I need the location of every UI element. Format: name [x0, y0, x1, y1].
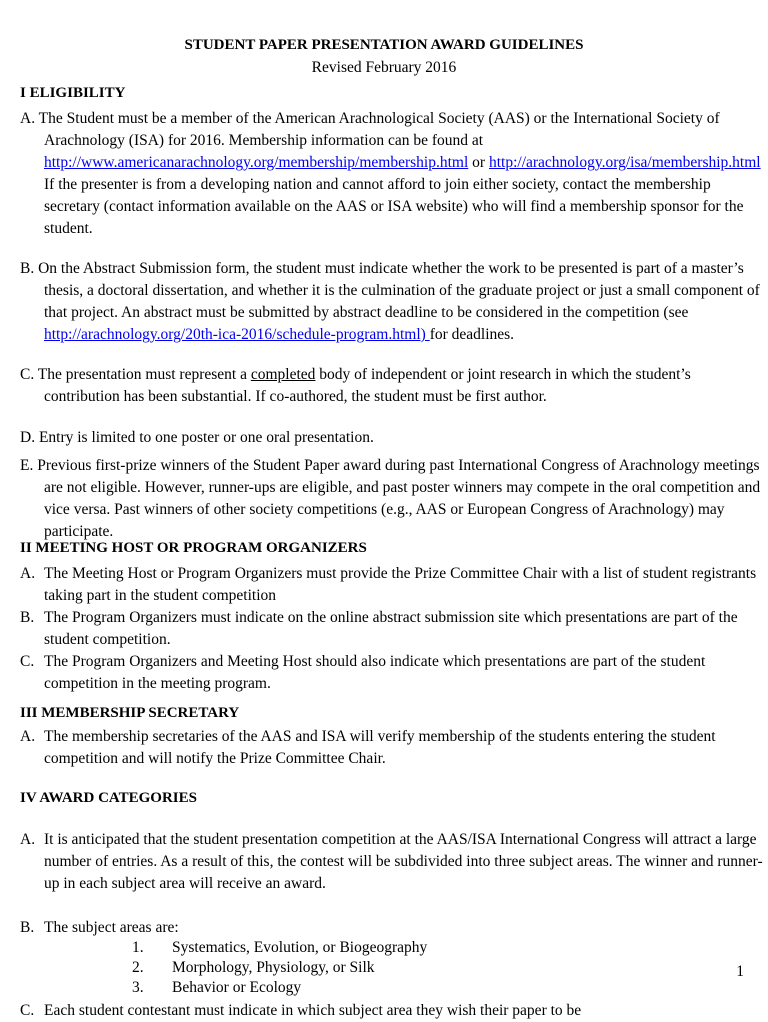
awards-item-b: [0, 917, 768, 939]
isa-membership-link[interactable]: http://arachnology.org/isa/membership.html: [488, 154, 761, 171]
section-heading-host: II MEETING HOST OR PROGRAM ORGANIZERS: [20, 540, 367, 556]
eligibility-item-c: C. The presentation must represent a completed body of independent or joint research in which the student’s contribution has been substantial. If co-authored, the student must be first author.: [20, 366, 691, 405]
membership-item-a-text: The membership secretaries of the AAS and ISA will verify membership of the students entering the student competition and will notify the Prize Committee Chair.: [44, 728, 716, 767]
awards-item-c-label: C.: [20, 1002, 35, 1019]
revision-date: Revised February 2016: [311, 59, 457, 76]
page-number: 1: [736, 963, 744, 980]
subject-area-number: 3.: [132, 979, 144, 996]
awards-item-a-label: A.: [20, 831, 36, 848]
subject-area-text: Behavior or Ecology: [172, 979, 302, 996]
host-item-a-text: The Meeting Host or Program Organizers must provide the Prize Committee Chair with a list of student registrants taking part in the student competition: [44, 565, 757, 604]
membership-item-a-label: A.: [20, 728, 36, 745]
subject-area-text: Morphology, Physiology, or Silk: [172, 959, 375, 976]
eligibility-item-a: A. The Student must be a member of the American Arachnological Society (AAS) or the International Society of Arachnology (ISA) for 2016. Membership information can be found at http://www.americanarachnology.org/membership/membership.html or http://arachnology.org/isa/membership.html If the presenter is from a developing nation and cannot afford to join either society, contact the membership secretary (contact information available on the AAS or ISA website) who will find a membership sponsor for the student.: [20, 110, 761, 237]
host-item-c-text: The Program Organizers and Meeting Host should also indicate which presentations are part of the student competition in the meeting program.: [44, 653, 706, 692]
host-item-b: [0, 607, 768, 651]
subject-area-number: 2.: [132, 959, 144, 976]
subject-area-text: Systematics, Evolution, or Biogeography: [172, 939, 428, 956]
section-heading-awards: IV AWARD CATEGORIES: [20, 790, 197, 806]
section-heading-eligibility: I ELIGIBILITY: [20, 85, 126, 101]
membership-item-a: [0, 726, 768, 770]
schedule-program-link[interactable]: http://arachnology.org/20th-ica-2016/schedule-program.html): [44, 326, 430, 343]
awards-item-c-text: Each student contestant must indicate in which subject area they wish their paper to be: [44, 1002, 582, 1019]
awards-item-b-label: B.: [20, 919, 35, 936]
eligibility-item-b: B. On the Abstract Submission form, the student must indicate whether the work to be presented is part of a master’s thesis, a doctoral dissertation, and whether it is the culmination of the graduate project or just a small component of that project. An abstract must be submitted by abstract deadline to be considered in the competition (see http://arachnology.org/20th-ica-2016/schedule-program.html) for deadlines.: [20, 260, 760, 343]
awards-item-b-text: The subject areas are:: [44, 919, 179, 936]
awards-item-c: [0, 1000, 768, 1022]
awards-item-a-text: It is anticipated that the student presentation competition at the AAS/ISA International Congress will attract a large number of entries. As a result of this, the contest will be subdivided into three subject areas. The winner and runner-up in each subject area will receive an award.: [44, 831, 763, 892]
host-item-a: [0, 563, 768, 607]
subject-area-number: 1.: [132, 939, 144, 956]
host-item-a-label: A.: [20, 565, 36, 582]
completed-emphasis: completed: [250, 366, 316, 383]
eligibility-item-e: E. Previous first-prize winners of the Student Paper award during past International Congress of Arachnology meetings are not eligible. However, runner-ups are eligible, and past poster winners may compete in the oral competition and vice versa. Past winners of other society competitions (e.g., AAS or European Congress of Arachnology) may participate.: [20, 457, 761, 540]
host-item-c: [0, 651, 768, 695]
eligibility-item-d: D. Entry is limited to one poster or one oral presentation.: [20, 429, 374, 446]
aas-membership-link[interactable]: http://www.americanarachnology.org/membership/membership.html: [44, 154, 469, 171]
document-title: STUDENT PAPER PRESENTATION AWARD GUIDELINES: [184, 37, 584, 53]
host-item-b-text: The Program Organizers must indicate on the online abstract submission site which presentations are part of the student competition.: [44, 609, 738, 648]
section-heading-membership: III MEMBERSHIP SECRETARY: [20, 705, 240, 721]
awards-item-a: [0, 829, 768, 895]
host-item-c-label: C.: [20, 653, 35, 670]
host-item-b-label: B.: [20, 609, 35, 626]
